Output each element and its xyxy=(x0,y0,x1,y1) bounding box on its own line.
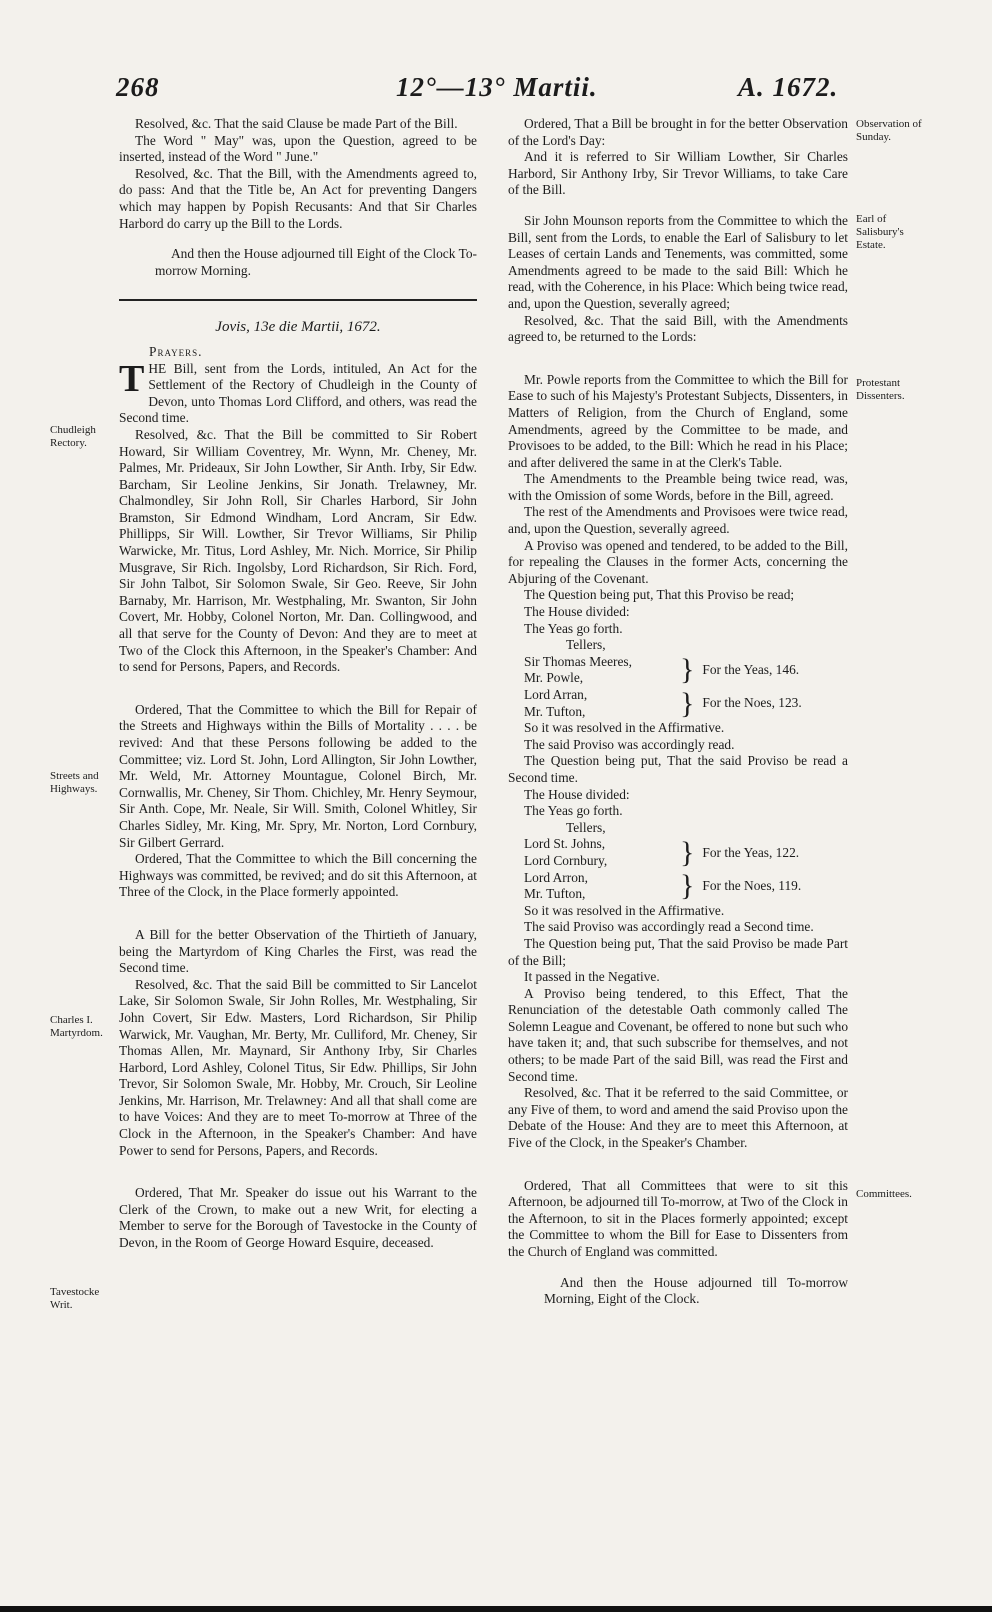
paragraph: Ordered, That all Committees that were to sit this Afternoon, be adjourned till To-morrow, at Two of the Clock in the Afternoon, to sit in the Places formerly appointed; except the Committee to whom the Bill for Ease to Dissenters from the Church of England was committed. xyxy=(508,1177,848,1259)
right-column xyxy=(508,116,848,1308)
paragraph: Resolved, &c. That it be referred to the said Committee, or any Five of them, to word and amend the said Proviso upon the Debate of the House: And they are to meet this Afternoon, at Five of the Clock, in the Speaker's Chamber. xyxy=(508,1085,848,1151)
day-heading: Jovis, 13e die Martii, 1672. xyxy=(215,319,381,336)
margin-note-charles: Charles I. Martyrdom. xyxy=(50,1014,103,1039)
paragraph: Ordered, That the Committee to which the Bill concerning the Highways was committed, be revived; and do sit this Afternoon, at Three of the Clock, in the Place formerly appointed. xyxy=(119,851,477,900)
paragraph: Ordered, That a Bill be brought in for the better Observation of the Lord's Day: xyxy=(508,116,848,148)
paragraph: Mr. Powle reports from the Committee to which the Bill for Ease to such of his Majesty's Protestant Subjects, Dissenters, in Matters of Religion, from the Church of England, some Amendments, agreed by the Committee to be made, and Provisoes to be added, to the Bill: Which he read in his Place; and after delivered the same in at the Clerk's Table. xyxy=(508,371,848,470)
page-year: A. 1672. xyxy=(738,72,839,102)
paragraph: And it is referred to Sir William Lowther, Sir Charles Harbord, Sir Anthony Irby, Sir Trevor Williams, to take Care of the Bill. xyxy=(508,149,848,198)
noes-count: For the Noes, 123. xyxy=(702,695,802,711)
margin-note-chudleigh: Chudleigh Rectory. xyxy=(50,424,96,449)
brace-icon: } xyxy=(680,686,695,720)
adjournment-note: And then the House adjourned till To-morrow Morning, Eight of the Clock. xyxy=(544,1274,848,1307)
brace-icon: } xyxy=(680,835,695,869)
teller-name: Lord Arran, xyxy=(524,687,588,702)
margin-note-salisbury: Earl of Salisbury's Estate. xyxy=(856,213,904,251)
paragraph: Resolved, &c. That the said Bill be committed to Sir Lancelot Lake, Sir Solomon Swale, Sir John Rolles, Mr. Westphaling, Sir John Covert, Sir Edw. Masters, Lord Richardson, Sir Philip Warwick, Mr. Vaughan, Mr. Berty, Mr. Culliford, Mr. Cheney, Sir Thomas Allen, Mr. Maynard, Sir Anthony Irby, Sir Charles Harbord, Lord Ashley, Colonel Titus, Sir Edw. Phillips, Sir John Trevor, Sir Solomon Swale, Mr. Hobby, Mr. Crouch, Sir Leoline Jenkins, Mr. Harrison, Mr. Trelawney: And all that shall come are to have Voices: And they are to meet To-morrow at Three of the Clock in the Afternoon, in the Speaker's Chamber: And have Power to send for Persons, Papers, and Records. xyxy=(119,976,477,1158)
tellers-label: Tellers, xyxy=(566,819,606,835)
paragraph: The House divided: xyxy=(524,604,630,620)
paragraph: The Question being put, That this Proviso be read; xyxy=(524,587,795,603)
teller-name: Mr. Tufton, xyxy=(524,886,586,902)
teller-name: Lord Cornbury, xyxy=(524,852,608,868)
teller-name: Sir Thomas Meeres, xyxy=(524,653,632,669)
brace-icon: } xyxy=(680,869,695,903)
paragraph: The House divided: xyxy=(524,786,630,802)
teller-name: Lord St. Johns, xyxy=(524,836,606,852)
paragraph: Ordered, That the Committee to which the Bill for Repair of the Streets and Highways within the Bills of Mortality . . . . be revived: And that these Persons following be added to the Committee; viz. Lord St. John, Lord Allington, Sir John Lowther, Mr. Weld, Mr. Attorney Mountague, Colonel Birch, Mr. Cornwallis, Mr. Cheney, Sir Thom. Chichley, Mr. Henry Seymour, Sir Anth. Cope, Mr. Neale, Sir Will. Smith, Colonel Whitley, Sir Charles Sidley, Mr. King, Mr. Spry, Mr. Norton, Lord Cornbury, Sir Gilbert Gerrard. xyxy=(119,701,477,850)
brace-icon: } xyxy=(680,653,695,687)
division-tellers-1 xyxy=(508,637,848,720)
teller-name: Lord Arron, xyxy=(524,869,588,885)
paragraph: The said Proviso was accordingly read a Second time. xyxy=(524,919,814,935)
left-column xyxy=(119,116,477,1252)
margin-note-tavestocke: Tavestocke Writ. xyxy=(50,1286,100,1311)
paragraph: A Proviso being tendered, to this Effect, That the Renunciation of the detestable Oath commonly called The Solemn League and Covenant, be offered to none but such who have taken it; and, that such subscribe for themselves, and not others; to be made Part of the said Bill, was read the First and Second time. xyxy=(508,985,849,1084)
page-bottom-border xyxy=(0,1606,992,1612)
tellers-label: Tellers, xyxy=(566,637,606,653)
tellers-yeas xyxy=(508,654,848,687)
page-number: 268 xyxy=(116,72,160,102)
paragraph: Resolved, &c. That the said Bill, with the Amendments agreed to, be returned to the Lords: xyxy=(508,312,848,345)
paragraph: The Word " May" was, upon the Question, agreed to be inserted, instead of the Word " June." xyxy=(119,132,477,165)
paragraph: The rest of the Amendments and Provisoes were twice read, and, upon the Question, severally agreed. xyxy=(508,504,848,537)
paragraph: Resolved, &c. That the said Clause be made Part of the Bill. xyxy=(135,116,458,131)
teller-name: Mr. Tufton, xyxy=(524,703,586,719)
paragraph: The Question being put, That the said Proviso be made Part of the Bill; xyxy=(508,935,848,968)
paragraph-text: HE Bill, sent from the Lords, intituled, An Act for the Settlement of the Rectory of Chudleigh in the County of Devon, unto Thomas Lord Clifford, and others, was read the Second time. xyxy=(119,360,477,426)
paragraph: So it was resolved in the Affirmative. xyxy=(524,720,725,736)
paragraph: So it was resolved in the Affirmative. xyxy=(524,902,725,918)
paragraph: Resolved, &c. That the Bill, with the Amendments agreed to, do pass: And that the Title be, An Act for preventing Dangers which may happen by Popish Recusants: And that Sir Charles Harbord do carry up the Bill to the Lords. xyxy=(119,165,477,231)
paragraph: The said Proviso was accordingly read. xyxy=(524,736,735,752)
paragraph: Sir John Mounson reports from the Committee to which the Bill, sent from the Lords, to enable the Earl of Salisbury to let Leases of certain Lands and Tenements, was committed, some Amendments agreed to be made to the said Bill: Which he read, with the Coherence, in his Place: Which being twice read, and, upon the Question, severally agreed; xyxy=(508,212,848,311)
paragraph: The Yeas go forth. xyxy=(524,803,623,819)
adjournment-note: And then the House adjourned till Eight of the Clock To-morrow Morning. xyxy=(155,246,477,278)
teller-name: Mr. Powle, xyxy=(524,670,584,686)
margin-note-sunday: Observation of Sunday. xyxy=(856,118,922,143)
paragraph xyxy=(119,357,477,427)
paragraph: A Bill for the better Observation of the Thirtieth of January, being the Martyrdom of King Charles the First, was read the Second time. xyxy=(119,926,477,976)
prayers-heading: Prayers. xyxy=(149,343,203,359)
margin-note-dissenters: Protestant Dissenters. xyxy=(856,377,905,402)
paragraph: The Yeas go forth. xyxy=(524,620,623,636)
paragraph: Resolved, &c. That the Bill be committed to Sir Robert Howard, Sir William Coventrey, Mr. Wynn, Mr. Cheney, Mr. Palmes, Mr. Prideaux, Sir John Lowther, Sir Anth. Irby, Sir Edw. Barcham, Sir Leoline Jenkins, Sir Jonath. Trelawney, Mr. Chalmondley, Sir John Roll, Sir Charles Harbord, Sir John Bramston, Sir Edmond Windham, Lord Ancram, Sir Edw. Phillipps, Sir Will. Lowther, Sir Trevor Williams, Sir Philip Warwicke, Mr. Titus, Lord Ashley, Mr. Nich. Morrice, Sir Philip Musgrave, Sir Rich. Ingolsby, Lord Richardson, Sir Rich. Ford, Sir John Talbot, Sir Solomon Swale, Sir Geo. Reeve, Sir John Barnaby, Mr. Harrison, Mr. Westphaling, Mr. Swanton, Sir John Covert, Mr. Hobby, Colonel Norton, Mr. Dan. Collingwood, and all that serve for the County of Devon: And they are to meet at Two of the Clock this Afternoon, in the Speaker's Chamber: And to send for Persons, Papers, and Records. xyxy=(119,426,477,675)
paragraph: Ordered, That Mr. Speaker do issue out his Warrant to the Clerk of the Crown, to make out a new Writ, for electing a Member to serve for the Borough of Tavestocke in the County of Devon, in the Room of George Howard Esquire, deceased. xyxy=(119,1185,477,1251)
noes-count: For the Noes, 119. xyxy=(702,877,802,893)
margin-note-streets: Streets and Highways. xyxy=(50,770,99,795)
tellers-yeas xyxy=(508,836,848,869)
yeas-count: For the Yeas, 146. xyxy=(702,662,800,678)
paragraph: It passed in the Negative. xyxy=(524,969,660,985)
division-tellers-2 xyxy=(508,820,848,903)
margin-note-committees: Committees. xyxy=(856,1188,912,1200)
page-date-heading: 12°—13° Martii. xyxy=(396,72,598,102)
paragraph: A Proviso was opened and tendered, to be added to the Bill, for repealing the Clauses in the former Acts, concerning the Abjuring of the Covenant. xyxy=(508,537,848,586)
drop-cap: T xyxy=(119,357,145,400)
paragraph: The Question being put, That the said Proviso be read a Second time. xyxy=(508,753,848,785)
tellers-noes xyxy=(508,687,848,720)
tellers-noes xyxy=(508,870,848,903)
paragraph: The Amendments to the Preamble being twice read, was, with the Omission of some Words, before in the Bill, agreed. xyxy=(508,471,848,503)
section-divider xyxy=(119,299,477,301)
yeas-count: For the Yeas, 122. xyxy=(702,844,800,860)
